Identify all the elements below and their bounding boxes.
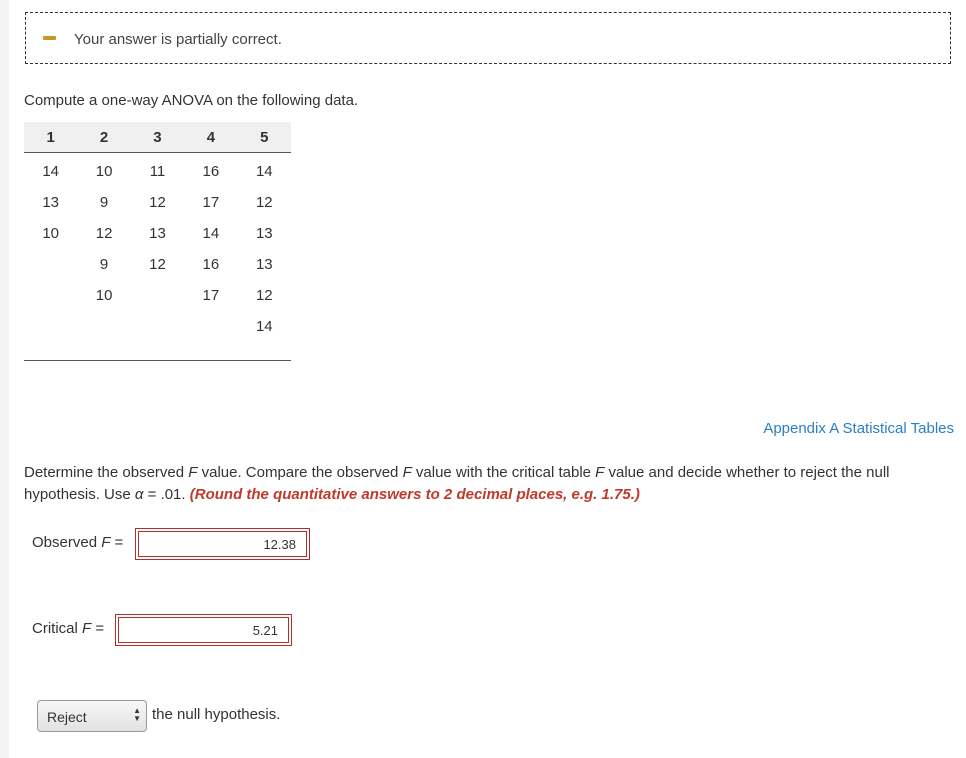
table-cell <box>131 311 184 342</box>
table-row <box>24 311 291 342</box>
column-header: 3 <box>131 122 184 153</box>
observed-f-answer-box <box>135 528 310 560</box>
table-cell: 11 <box>149 163 166 180</box>
column-header: 1 <box>24 122 77 153</box>
table-cell <box>184 311 237 342</box>
table-cell: 12 <box>255 194 273 211</box>
table-row <box>24 153 291 188</box>
decision-selected-value: Reject <box>47 709 87 725</box>
critical-f-label: Critical F = <box>32 620 105 637</box>
table-row <box>24 187 291 218</box>
decision-select[interactable] <box>37 700 147 732</box>
table-cell: 12 <box>149 256 166 273</box>
table-cell <box>24 311 77 342</box>
column-header: 4 <box>184 122 237 153</box>
table-header-row <box>24 122 291 153</box>
appendix-link[interactable]: Appendix A Statistical Tables <box>763 420 954 437</box>
table-cell: 14 <box>202 225 220 242</box>
table-cell: 16 <box>202 163 220 180</box>
decision-trailing-text: the null hypothesis. <box>152 706 281 723</box>
table-cell: 13 <box>149 225 166 242</box>
table-cell: 13 <box>255 225 273 242</box>
table-cell: 16 <box>202 256 220 273</box>
table-row-spacer <box>24 342 291 361</box>
table-row <box>24 280 291 311</box>
table-cell: 17 <box>202 194 220 211</box>
table-cell: 12 <box>255 287 273 304</box>
table-cell <box>24 280 77 311</box>
table-cell: 17 <box>202 287 220 304</box>
table-cell: 12 <box>95 225 113 242</box>
rounding-note: (Round the quantitative answers to 2 decimal places, e.g. 1.75.) <box>189 486 640 503</box>
table-row <box>24 218 291 249</box>
observed-f-label: Observed F = <box>32 534 124 551</box>
critical-f-input[interactable] <box>118 617 289 643</box>
feedback-banner <box>25 12 951 64</box>
table-cell <box>24 249 77 280</box>
question-text: Compute a one-way ANOVA on the following data. <box>24 92 359 109</box>
partial-credit-icon <box>43 36 56 40</box>
table-cell: 10 <box>95 163 113 180</box>
table-cell <box>131 280 184 311</box>
table-cell: 13 <box>42 194 60 211</box>
table-cell: 14 <box>42 163 60 180</box>
data-table <box>24 122 291 361</box>
table-cell: 9 <box>99 194 109 211</box>
critical-f-answer-box <box>115 614 292 646</box>
column-header: 2 <box>77 122 130 153</box>
table-cell: 12 <box>149 194 166 211</box>
table-cell: 13 <box>255 256 273 273</box>
column-header: 5 <box>238 122 291 153</box>
feedback-message: Your answer is partially correct. <box>74 31 282 48</box>
observed-f-input[interactable] <box>138 531 307 557</box>
table-row <box>24 249 291 280</box>
instructions-text: Determine the observed F value. Compare the observed F value with the critical table F value and decide whether to reject the null hypothesis. Use α = .01. (Round the quantitative answers to 2 decimal places, e.g. 1.75.) <box>24 464 890 503</box>
table-cell: 9 <box>99 256 109 273</box>
table-cell <box>77 311 130 342</box>
table-cell: 14 <box>255 163 273 180</box>
table-cell: 10 <box>95 287 113 304</box>
left-rail <box>0 0 9 758</box>
table-cell: 10 <box>42 225 60 242</box>
table-cell: 14 <box>255 318 273 335</box>
select-arrows-icon: ▲ ▼ <box>133 706 141 723</box>
